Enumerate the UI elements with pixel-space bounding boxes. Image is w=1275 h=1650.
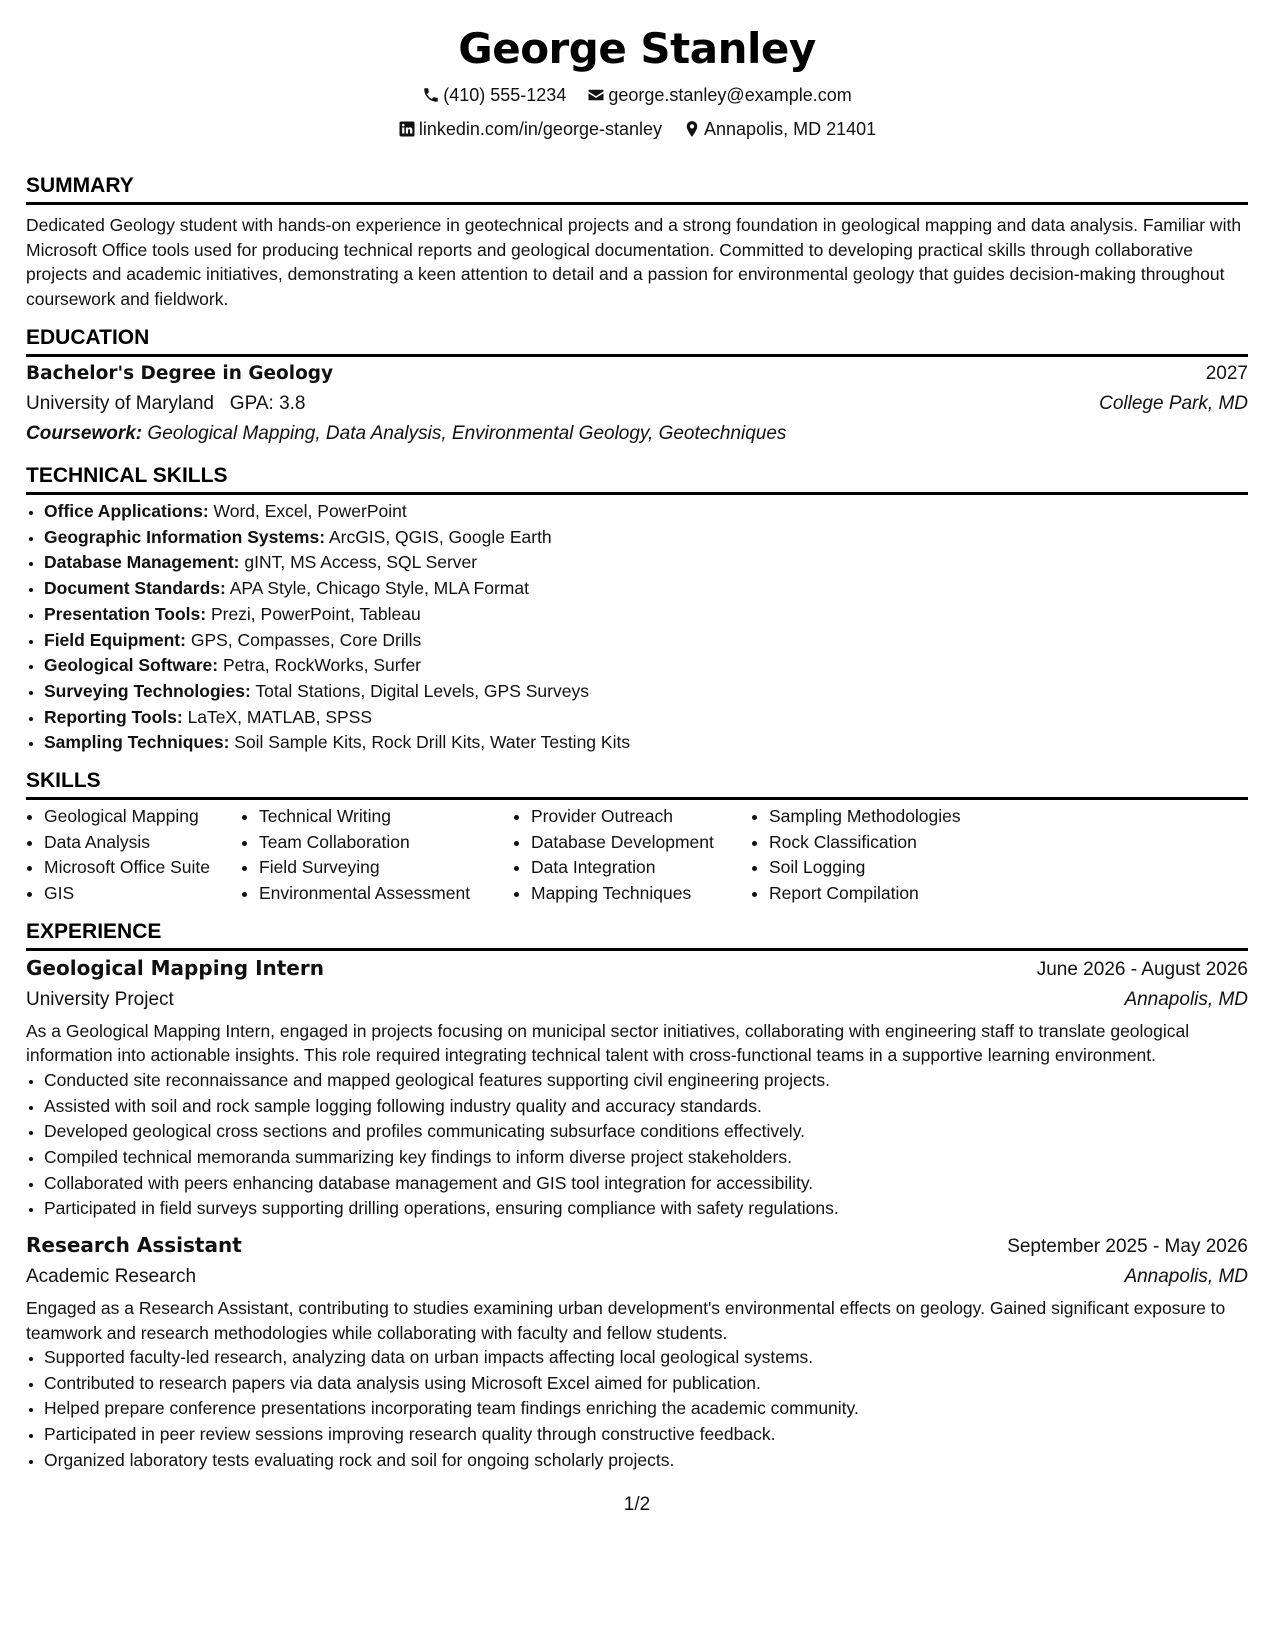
section-title: EXPERIENCE xyxy=(26,919,1248,951)
skill-values: ArcGIS, QGIS, Google Earth xyxy=(328,526,552,547)
job-header-row xyxy=(26,1230,1248,1262)
skill-values: GPS, Compasses, Core Drills xyxy=(190,629,422,650)
list-item: • Provider Outreach xyxy=(531,804,751,830)
list-item: • Contributed to research papers via data analysis using Microsoft Excel aimed for publication. xyxy=(44,1371,1248,1397)
skills-column xyxy=(751,804,1029,907)
list-item: • Technical Writing xyxy=(259,804,513,830)
list-item: • Environmental Assessment xyxy=(259,881,513,907)
list-item xyxy=(44,525,1248,551)
list-item: • Microsoft Office Suite xyxy=(44,855,241,881)
list-item: • Geological Mapping xyxy=(44,804,241,830)
list-item: • Report Compilation xyxy=(769,881,1029,907)
job-title: Geological Mapping Intern xyxy=(26,955,324,980)
contact-line-1 xyxy=(26,84,1248,109)
list-item: • Supported faculty-led research, analyzing data on urban impacts affecting local geological systems. xyxy=(44,1345,1248,1371)
list-item: • Organized laboratory tests evaluating rock and soil for ongoing scholarly projects. xyxy=(44,1448,1248,1474)
education-school-row xyxy=(26,389,1248,419)
list-item: • Team Collaboration xyxy=(259,830,513,856)
school-name: University of Maryland xyxy=(26,393,214,414)
list-item: • Developed geological cross sections and profiles communicating subsurface conditions effectively. xyxy=(44,1119,1248,1145)
list-item: • Mapping Techniques xyxy=(531,881,751,907)
contact-location xyxy=(683,118,876,140)
job-bullets xyxy=(26,1068,1248,1222)
skills-column xyxy=(241,804,513,907)
job-org-row xyxy=(26,1262,1248,1292)
coursework-list: Geological Mapping, Data Analysis, Environmental Geology, Geotechniques xyxy=(147,423,787,444)
resume-page xyxy=(26,0,1248,1650)
skills-column xyxy=(513,804,751,907)
list-item: • Participated in field surveys supporting drilling operations, ensuring compliance with safety regulations. xyxy=(44,1196,1248,1222)
list-item xyxy=(44,628,1248,654)
page-number: 1/2 xyxy=(623,1494,651,1515)
email-text: george.stanley@example.com xyxy=(608,85,852,105)
list-item: • Collaborated with peers enhancing database management and GIS tool integration for accessibility. xyxy=(44,1171,1248,1197)
job-header-row xyxy=(26,953,1248,985)
education-section xyxy=(26,325,1248,449)
location-text: Annapolis, MD 21401 xyxy=(704,119,877,139)
skill-category: Database Management: xyxy=(44,552,240,573)
list-item: • Participated in peer review sessions improving research quality through constructive feedback. xyxy=(44,1422,1248,1448)
job-title: Research Assistant xyxy=(26,1233,242,1258)
list-item xyxy=(44,705,1248,731)
skill-values: Petra, RockWorks, Surfer xyxy=(222,655,422,676)
list-item: • Rock Classification xyxy=(769,830,1029,856)
job-org: Academic Research xyxy=(26,1266,197,1288)
education-degree-row xyxy=(26,359,1248,389)
job-description: Engaged as a Research Assistant, contributing to studies examining urban development's environmental effects on geology. Gained significant exposure to teamwork and research methodologies while collaborating with faculty and fellow students. xyxy=(26,1298,1226,1343)
skill-category: Presentation Tools: xyxy=(44,603,207,624)
list-item: • Database Development xyxy=(531,830,751,856)
list-item: • Conducted site reconnaissance and mapped geological features supporting civil engineering projects. xyxy=(44,1068,1248,1094)
list-item: • Field Surveying xyxy=(259,855,513,881)
skill-values: APA Style, Chicago Style, MLA Format xyxy=(229,578,529,599)
list-item: • Data Analysis xyxy=(44,830,241,856)
list-item xyxy=(44,576,1248,602)
job-bullets xyxy=(26,1345,1248,1474)
skill-values: Total Stations, Digital Levels, GPS Surveys xyxy=(255,680,589,701)
graduation-year: 2027 xyxy=(1205,363,1248,384)
list-item: • Assisted with soil and rock sample logging following industry quality and accuracy standards. xyxy=(44,1094,1248,1120)
job-org: University Project xyxy=(26,988,174,1010)
skill-values: Soil Sample Kits, Rock Drill Kits, Water Testing Kits xyxy=(234,732,631,753)
job-location: Annapolis, MD xyxy=(1124,988,1248,1010)
linkedin-text: linkedin.com/in/george-stanley xyxy=(418,119,662,139)
summary-section xyxy=(26,173,1248,311)
list-item xyxy=(44,499,1248,525)
job-description: As a Geological Mapping Intern, engaged in projects focusing on municipal sector initiatives, collaborating with engineering staff to translate geological information into actionable insights. This role required integrating technical talent with cross-functional teams in a supportive learning environment. xyxy=(26,1020,1190,1066)
skill-category: Geographic Information Systems: xyxy=(44,526,326,547)
list-item xyxy=(44,550,1248,576)
technical-skills-list xyxy=(26,499,1248,756)
skill-values: Prezi, PowerPoint, Tableau xyxy=(210,603,421,624)
contact-phone xyxy=(422,84,566,106)
list-item: • GIS xyxy=(44,881,241,907)
technical-skills-section xyxy=(26,463,1248,756)
skill-category: Sampling Techniques: xyxy=(44,732,230,753)
list-item xyxy=(44,679,1248,705)
envelope-icon xyxy=(587,86,605,104)
summary-text: Dedicated Geology student with hands-on experience in geotechnical projects and a strong foundation in geological mapping and data analysis. Familiar with Microsoft Office tools used for producing technical reports and geological documentation. Committed to developing practical skills through collaborative projects and academic initiatives, demonstrating a keen attention to detail and a passion for environmental geology that guides decision-making throughout coursework and fieldwork. xyxy=(26,215,1242,309)
linkedin-icon xyxy=(398,120,416,138)
coursework xyxy=(26,419,1248,449)
list-item: • Compiled technical memoranda summarizing key findings to inform diverse project stakeholders. xyxy=(44,1145,1248,1171)
job-dates: September 2025 - May 2026 xyxy=(1007,1236,1248,1258)
job-entry xyxy=(26,953,1248,1222)
phone-icon xyxy=(422,86,440,104)
section-title: SKILLS xyxy=(26,768,1248,800)
skills-column xyxy=(26,804,241,907)
contact-email[interactable] xyxy=(587,84,851,106)
school-location: College Park, MD xyxy=(1099,393,1248,414)
skill-values: LaTeX, MATLAB, SPSS xyxy=(187,706,373,727)
list-item: • Helped prepare conference presentations incorporating team findings enriching the academic community. xyxy=(44,1396,1248,1422)
list-item: • Data Integration xyxy=(531,855,751,881)
skill-category: Geological Software: xyxy=(44,655,219,676)
skill-category: Surveying Technologies: xyxy=(44,680,251,701)
list-item xyxy=(44,653,1248,679)
list-item: • Soil Logging xyxy=(769,855,1029,881)
gpa: GPA: 3.8 xyxy=(229,393,306,414)
job-org-row xyxy=(26,985,1248,1015)
degree-title: Bachelor's Degree in Geology xyxy=(26,363,334,384)
skill-values: gINT, MS Access, SQL Server xyxy=(244,552,478,573)
section-title: SUMMARY xyxy=(26,173,1248,205)
skill-category: Field Equipment: xyxy=(44,629,186,650)
phone-text: (410) 555-1234 xyxy=(443,85,567,105)
experience-section xyxy=(26,919,1248,1474)
school-info xyxy=(26,389,305,419)
list-item xyxy=(44,730,1248,756)
job-location: Annapolis, MD xyxy=(1124,1266,1248,1288)
map-pin-icon xyxy=(683,120,701,138)
skill-category: Document Standards: xyxy=(44,578,226,599)
skill-values: Word, Excel, PowerPoint xyxy=(213,501,407,521)
skills-grid xyxy=(26,804,1248,907)
list-item: • Sampling Methodologies xyxy=(769,804,1029,830)
skill-category: Office Applications: xyxy=(44,501,209,521)
section-title: EDUCATION xyxy=(26,325,1248,357)
section-title: TECHNICAL SKILLS xyxy=(26,463,1248,495)
candidate-name: George Stanley xyxy=(458,24,816,73)
contact-linkedin[interactable] xyxy=(398,118,662,140)
coursework-label: Coursework: xyxy=(26,423,143,444)
skills-section xyxy=(26,768,1248,907)
skill-category: Reporting Tools: xyxy=(44,706,183,727)
job-dates: June 2026 - August 2026 xyxy=(1036,958,1248,980)
contact-line-2 xyxy=(26,118,1248,143)
job-entry xyxy=(26,1230,1248,1474)
list-item xyxy=(44,602,1248,628)
